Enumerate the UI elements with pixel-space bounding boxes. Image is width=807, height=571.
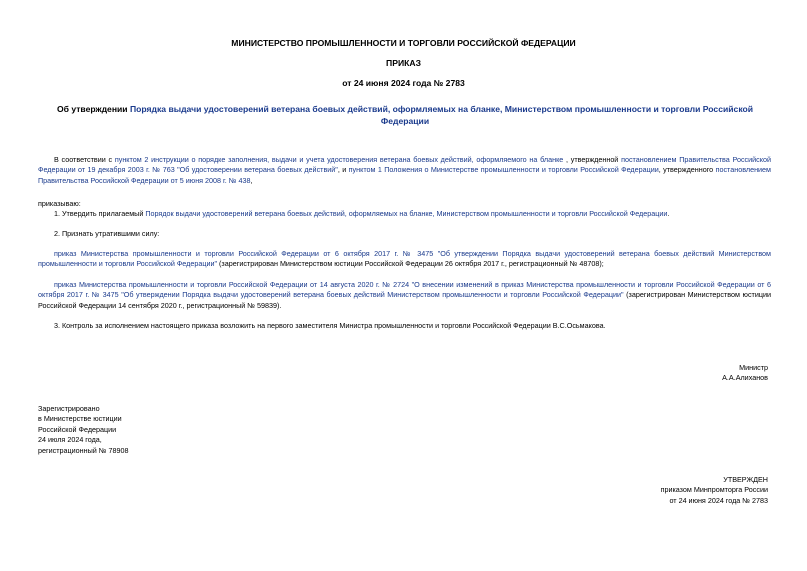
item-1	[38, 209, 771, 219]
preamble-text-1: В соответствии с	[54, 155, 115, 164]
registration-line-5: регистрационный № 78908	[38, 445, 129, 455]
approval-line-3: от 24 июня 2024 года № 2783	[669, 495, 768, 505]
preamble-text-5: ,	[250, 175, 253, 185]
approval-block	[560, 475, 768, 506]
preamble-text-3: , и	[337, 165, 349, 175]
ministry-title: МИНИСТЕРСТВО ПРОМЫШЛЕННОСТИ И ТОРГОВЛИ РОССИЙСКОЙ ФЕДЕРАЦИИ	[231, 38, 576, 48]
repeal-2-link[interactable]: приказ Министерства промышленности и торговли Российской Федерации от 14 августа 2020 г. № 2724 "О внесении изменений в приказ Министерства промышленности и торговли Российской Федерации от 6 октября 2017 г. № 3475 "Об утверждении Порядка выдачи удостоверений ветерана боевых действий Министерством промышленности и торговли Российской Федерации"	[38, 280, 771, 300]
subject-link[interactable]: Порядка выдачи удостоверений ветерана боевых действий, оформляемых на бланке, Министерством промышленности и торговли Российской Федерации	[129, 104, 754, 126]
document-subject	[34, 104, 776, 127]
preamble-link-instruction[interactable]: пунктом 2 инструкции о порядке заполнения, выдачи и учета удостоверения ветерана боевых действий, оформляемого на бланке	[114, 155, 564, 164]
preamble-paragraph	[38, 155, 771, 186]
approval-line-1: УТВЕРЖДЕН	[723, 475, 768, 484]
registration-block	[38, 404, 238, 456]
registration-line-3: Российской Федерации	[38, 424, 117, 434]
preamble-text-4: , утвержденного	[658, 165, 716, 175]
preamble-link-regulation[interactable]: пунктом 1 Положения о Министерстве промышленности и торговли Российской Федерации	[348, 165, 659, 175]
repeal-1-link[interactable]: приказ Министерства промышленности и торговли Российской Федерации от 6 октября 2017 г. № 3475 "Об утверждении Порядка выдачи удостоверений ветерана боевых действий Министерством промышленности и торговли Российской Федерации"	[38, 249, 771, 269]
item-3: 3. Контроль за исполнением настоящего приказа возложить на первого заместителя Министра промышленности и торговли Российской Федерации В.С.Осьмакова.	[54, 321, 606, 330]
item-1-text: 1. Утвердить прилагаемый	[54, 209, 146, 218]
registration-line-1: Зарегистрировано	[38, 404, 100, 413]
approval-line-2: приказом Минпромторга России	[660, 485, 768, 495]
signer-title: Министр	[739, 363, 768, 372]
repeal-item-2	[38, 280, 771, 311]
item-2: 2. Признать утратившими силу:	[54, 229, 160, 238]
document-date-number: от 24 июня 2024 года № 2783	[342, 78, 465, 88]
registration-line-4: 24 июля 2024 года,	[38, 435, 102, 445]
item-1-end: .	[667, 209, 670, 218]
signer-name: А.А.Алиханов	[722, 373, 768, 382]
orders-word: приказываю:	[38, 199, 81, 208]
preamble-link-decree-438[interactable]: постановлением Правительства Российской Федерации от 5 июня 2008 г. № 438	[38, 165, 771, 185]
preamble-link-decree-763[interactable]: постановлением Правительства Российской Федерации от 19 декабря 2003 г. № 763 "Об удостоверении ветерана боевых действий"	[38, 155, 771, 175]
repeal-item-1	[38, 249, 771, 270]
document-type: ПРИКАЗ	[386, 58, 421, 68]
registration-line-2: в Министерстве юстиции	[38, 414, 122, 424]
repeal-2-text: (зарегистрирован Министерством юстиции Российской Федерации 14 сентября 2020 г., регистрационный № 59839).	[38, 290, 771, 310]
preamble-text-2: , утвержденной	[563, 155, 622, 164]
item-1-link[interactable]: Порядок выдачи удостоверений ветерана боевых действий, оформляемых на бланке, Министерством промышленности и торговли Российской Федерации	[145, 209, 668, 218]
subject-prefix: Об утверждении	[56, 104, 130, 114]
repeal-1-text: (зарегистрирован Министерством юстиции Российской Федерации 26 октября 2017 г., регистрационный № 48708);	[217, 259, 604, 269]
